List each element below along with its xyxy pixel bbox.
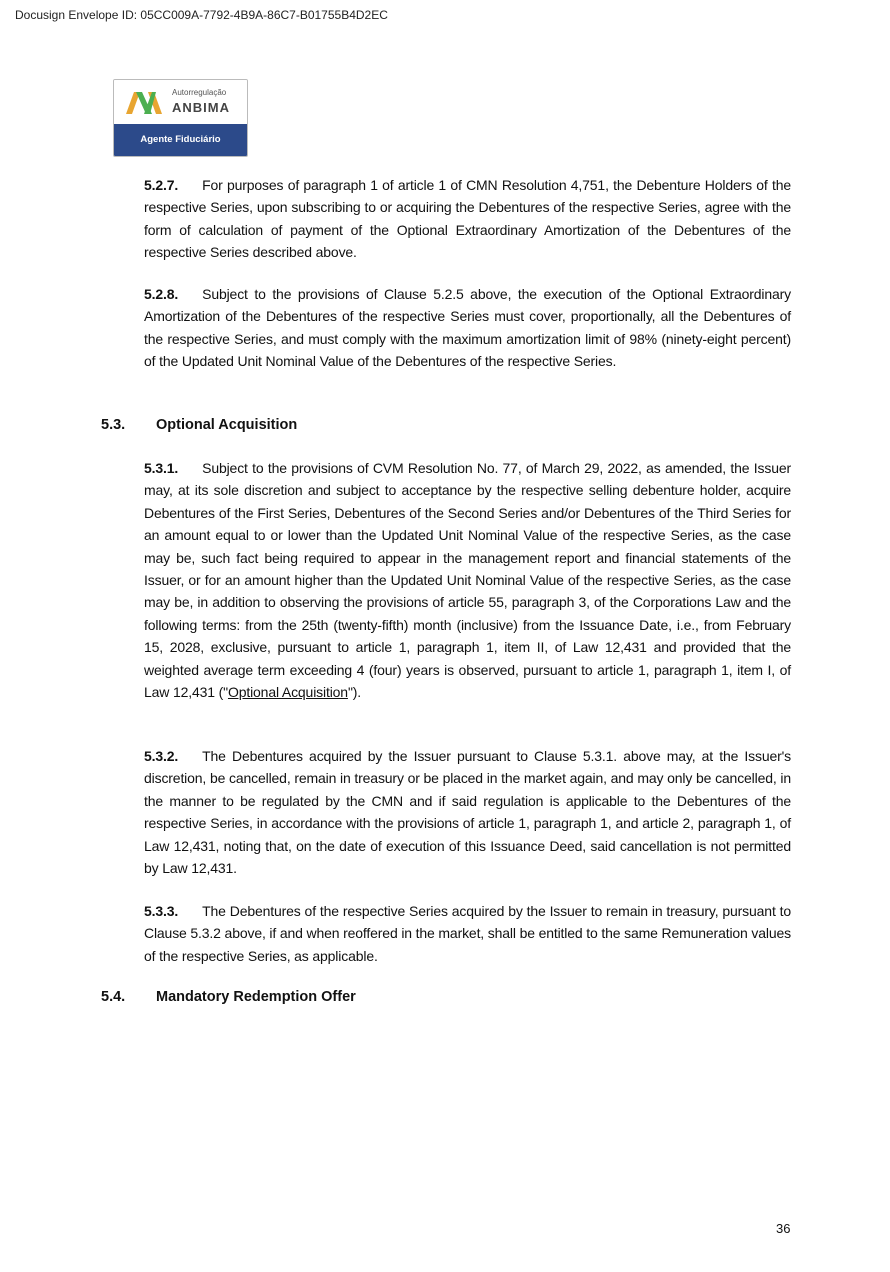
clause-number: 5.2.8. [144,286,179,302]
section-title: Mandatory Redemption Offer [156,989,356,1005]
logo-band: Agente Fiduciário [114,124,247,156]
logo-name: ANBIMA [172,100,230,115]
clause-number: 5.3.1. [144,460,179,476]
clause-5-2-7 [144,174,791,264]
anbima-mark-icon [124,90,164,116]
anbima-logo [113,79,248,157]
clause-number: 5.3.2. [144,748,179,764]
section-heading-5-3 [101,417,297,433]
defined-term: Optional Acquisition [227,684,348,701]
clause-text: The Debentures of the respective Series acquired by the Issuer to remain in treasury, pursuant to Clause 5.3.2 above, if and when reoffered in the market, shall be entitled to the same Remuneration values of the respective Series, as applicable. [144,903,791,964]
clause-text-end: "). [347,684,362,701]
clause-number: 5.2.7. [144,177,179,193]
clause-text: For purposes of paragraph 1 of article 1 of CMN Resolution 4,751, the Debenture Holders of the respective Series, upon subscribing to or acquiring the Debentures of the respective Series, agree with the form of calculation of payment of the Optional Extraordinary Amortization of the Debentures of the respective Series described above. [144,177,791,261]
section-title: Optional Acquisition [156,417,298,433]
clause-5-3-2 [144,745,791,879]
section-number: 5.3. [101,417,126,433]
clause-text: Subject to the provisions of CVM Resolution No. 77, of March 29, 2022, as amended, the Issuer may, at its sole discretion and subject to acceptance by the respective selling debenture holder, acquire Debentures of the First Series, Debentures of the Second Series and/or Debentures of the Third Series for an amount equal to or lower than the Updated Unit Nominal Value of the respective Series, as the case may be, such fact being required to appear in the management report and financial statements of the Issuer, or for an amount higher than the Updated Unit Nominal Value of the respective Series, as the case may be, in addition to observing the provisions of article 55, paragraph 3, of the Corporations Law and the following terms: from the 25th (twenty-fifth) month (inclusive) from the Issuance Date, i.e., from February 15, 2028, exclusive, pursuant to article 1, paragraph 1, item II, of Law 12,431 and provided that the weighted average term exceeding 4 (four) years is observed, pursuant to article 1, paragraph 1, item I, of Law 12,431 (" [144,460,791,701]
clause-5-2-8 [144,283,791,373]
page-number: 36 [776,1221,791,1236]
clause-5-3-3 [144,900,791,967]
section-heading-5-4 [101,989,356,1005]
envelope-id: Docusign Envelope ID: 05CC009A-7792-4B9A-86C7-B01755B4D2EC [15,8,388,22]
clause-text: The Debentures acquired by the Issuer pursuant to Clause 5.3.1. above may, at the Issuer's discretion, be cancelled, remain in treasury or be placed in the market again, and may only be cancelled, in the manner to be regulated by the CMN and if said regulation is applicable to the Debentures of the respective Series, in accordance with the provisions of article 1, paragraph 1, and article 2, paragraph 1, of Law 12,431, noting that, on the date of execution of this Issuance Deed, said cancellation is not permitted by Law 12,431. [144,748,791,877]
logo-subtitle: Autorregulação [172,88,227,97]
clause-text: Subject to the provisions of Clause 5.2.5 above, the execution of the Optional Extraordinary Amortization of the Debentures of the respective Series must cover, proportionally, all the Debentures of the respective Series, and must comply with the maximum amortization limit of 98% (ninety-eight percent) of the Updated Unit Nominal Value of the Debentures of the respective Series. [144,286,791,370]
clause-5-3-1 [144,457,791,703]
section-number: 5.4. [101,989,126,1005]
clause-number: 5.3.3. [144,903,179,919]
